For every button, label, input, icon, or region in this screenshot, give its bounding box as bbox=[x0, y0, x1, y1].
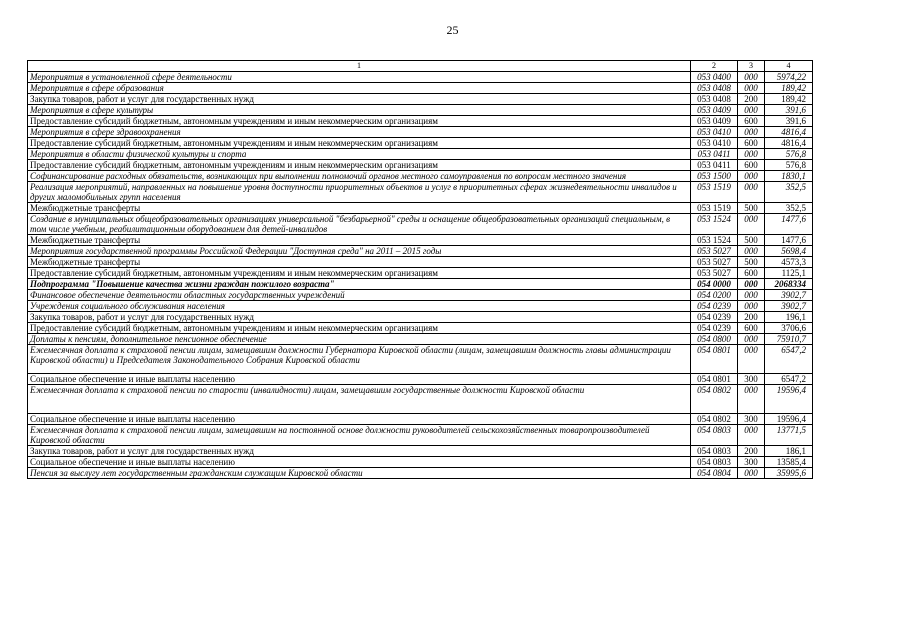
row-amount-cell: 352,5 bbox=[765, 182, 813, 203]
row-amount-cell: 196,1 bbox=[765, 312, 813, 323]
row-name-cell: Мероприятия в сфере культуры bbox=[28, 105, 691, 116]
row-kind-cell: 300 bbox=[738, 414, 765, 425]
row-code-cell: 054 0000 bbox=[691, 279, 738, 290]
row-kind-cell: 600 bbox=[738, 116, 765, 127]
row-amount-cell: 189,42 bbox=[765, 94, 813, 105]
row-code-cell: 053 5027 bbox=[691, 257, 738, 268]
table-row bbox=[28, 290, 813, 301]
row-amount-cell: 13771,5 bbox=[765, 425, 813, 446]
row-amount-cell: 189,42 bbox=[765, 83, 813, 94]
row-name-cell: Закупка товаров, работ и услуг для государственных нужд bbox=[28, 446, 691, 457]
row-code-cell: 053 0409 bbox=[691, 116, 738, 127]
row-amount-cell: 576,8 bbox=[765, 149, 813, 160]
row-kind-cell: 000 bbox=[738, 149, 765, 160]
row-kind-cell: 600 bbox=[738, 323, 765, 334]
table-row bbox=[28, 279, 813, 290]
row-amount-cell: 4573,3 bbox=[765, 257, 813, 268]
row-name-cell: Реализация мероприятий, направленных на повышение уровня доступности приоритетных объектов и услуг в приоритетных сферах жизнедеятельности инвалидов и других маломобильных групп населения bbox=[28, 182, 691, 203]
row-code-cell: 053 1524 bbox=[691, 235, 738, 246]
row-code-cell: 053 1519 bbox=[691, 182, 738, 203]
row-code-cell: 053 0410 bbox=[691, 138, 738, 149]
row-name-cell: Софинансирование расходных обязательств, возникающих при выполнении полномочий органов местного самоуправления по вопросам местного значения bbox=[28, 171, 691, 182]
row-kind-cell: 200 bbox=[738, 94, 765, 105]
row-code-cell: 054 0200 bbox=[691, 290, 738, 301]
row-kind-cell: 500 bbox=[738, 235, 765, 246]
table-row bbox=[28, 468, 813, 479]
row-kind-cell: 000 bbox=[738, 468, 765, 479]
row-code-cell: 053 5027 bbox=[691, 268, 738, 279]
row-name-cell: Мероприятия в сфере здравоохранения bbox=[28, 127, 691, 138]
row-kind-cell: 000 bbox=[738, 182, 765, 203]
row-code-cell: 053 0409 bbox=[691, 105, 738, 116]
row-kind-cell: 000 bbox=[738, 279, 765, 290]
row-kind-cell: 300 bbox=[738, 457, 765, 468]
row-name-cell: Межбюджетные трансферты bbox=[28, 235, 691, 246]
row-name-cell: Финансовое обеспечение деятельности областных государственных учреждений bbox=[28, 290, 691, 301]
row-name-cell: Мероприятия в сфере образования bbox=[28, 83, 691, 94]
row-amount-cell: 19596,4 bbox=[765, 385, 813, 414]
row-kind-cell: 500 bbox=[738, 257, 765, 268]
row-code-cell: 054 0801 bbox=[691, 374, 738, 385]
row-amount-cell: 6547,2 bbox=[765, 374, 813, 385]
row-code-cell: 053 0411 bbox=[691, 149, 738, 160]
table-row bbox=[28, 182, 813, 203]
row-kind-cell: 000 bbox=[738, 246, 765, 257]
table-row bbox=[28, 160, 813, 171]
row-name-cell: Предоставление субсидий бюджетным, автономным учреждениям и иным некоммерческим организациям bbox=[28, 116, 691, 127]
row-kind-cell: 000 bbox=[738, 425, 765, 446]
table-row bbox=[28, 374, 813, 385]
row-code-cell: 054 0239 bbox=[691, 323, 738, 334]
table-row bbox=[28, 301, 813, 312]
row-amount-cell: 2068334 bbox=[765, 279, 813, 290]
row-kind-cell: 000 bbox=[738, 171, 765, 182]
row-kind-cell: 000 bbox=[738, 105, 765, 116]
row-kind-cell: 000 bbox=[738, 214, 765, 235]
row-code-cell: 054 0802 bbox=[691, 414, 738, 425]
row-kind-cell: 200 bbox=[738, 446, 765, 457]
row-amount-cell: 3902,7 bbox=[765, 301, 813, 312]
row-code-cell: 054 0803 bbox=[691, 457, 738, 468]
row-name-cell: Социальное обеспечение и иные выплаты населению bbox=[28, 457, 691, 468]
row-amount-cell: 3902,7 bbox=[765, 290, 813, 301]
row-name-cell: Подпрограмма "Повышение качества жизни граждан пожилого возраста" bbox=[28, 279, 691, 290]
row-name-cell: Межбюджетные трансферты bbox=[28, 257, 691, 268]
row-code-cell: 053 0410 bbox=[691, 127, 738, 138]
row-code-cell: 053 1500 bbox=[691, 171, 738, 182]
row-kind-cell: 000 bbox=[738, 127, 765, 138]
row-amount-cell: 35995,6 bbox=[765, 468, 813, 479]
header-cell-code: 2 bbox=[691, 61, 738, 72]
row-kind-cell: 000 bbox=[738, 83, 765, 94]
row-code-cell: 053 1519 bbox=[691, 203, 738, 214]
row-amount-cell: 75910,7 bbox=[765, 334, 813, 345]
row-kind-cell: 000 bbox=[738, 301, 765, 312]
row-name-cell: Ежемесячная доплата к страховой пенсии по старости (инвалидности) лицам, замещавшим государственные должности Кировской области bbox=[28, 385, 691, 414]
row-code-cell: 054 0239 bbox=[691, 312, 738, 323]
row-name-cell: Социальное обеспечение и иные выплаты населению bbox=[28, 374, 691, 385]
row-kind-cell: 000 bbox=[738, 334, 765, 345]
row-amount-cell: 1125,1 bbox=[765, 268, 813, 279]
row-code-cell: 053 0408 bbox=[691, 94, 738, 105]
table-row bbox=[28, 257, 813, 268]
header-row bbox=[28, 61, 813, 72]
row-code-cell: 053 0408 bbox=[691, 83, 738, 94]
table-row bbox=[28, 116, 813, 127]
row-amount-cell: 1830,1 bbox=[765, 171, 813, 182]
row-amount-cell: 13585,4 bbox=[765, 457, 813, 468]
table-row bbox=[28, 446, 813, 457]
row-code-cell: 054 0804 bbox=[691, 468, 738, 479]
row-name-cell: Межбюджетные трансферты bbox=[28, 203, 691, 214]
row-name-cell: Доплаты к пенсиям, дополнительное пенсионное обеспечение bbox=[28, 334, 691, 345]
row-name-cell: Предоставление субсидий бюджетным, автономным учреждениям и иным некоммерческим организациям bbox=[28, 268, 691, 279]
row-name-cell: Ежемесячная доплата к страховой пенсии лицам, замещавшим на постоянной основе должности руководителей сельскохозяйственных товаропроизводителей Кировской области bbox=[28, 425, 691, 446]
row-name-cell: Создание в муниципальных общеобразовательных организациях универсальной "безбарьерной" среды и оснащение общеобразовательных организаций специальным, в том числе учебным, реабилитационным оборудованием для детей-инвалидов bbox=[28, 214, 691, 235]
table-row bbox=[28, 385, 813, 414]
table-row bbox=[28, 105, 813, 116]
row-name-cell: Учреждения социального обслуживания населения bbox=[28, 301, 691, 312]
row-kind-cell: 600 bbox=[738, 268, 765, 279]
table-row bbox=[28, 149, 813, 160]
row-kind-cell: 200 bbox=[738, 312, 765, 323]
row-kind-cell: 300 bbox=[738, 374, 765, 385]
row-amount-cell: 4816,4 bbox=[765, 127, 813, 138]
table-row bbox=[28, 457, 813, 468]
row-amount-cell: 186,1 bbox=[765, 446, 813, 457]
row-code-cell: 053 0400 bbox=[691, 72, 738, 83]
row-amount-cell: 391,6 bbox=[765, 105, 813, 116]
budget-table bbox=[27, 60, 813, 479]
row-name-cell: Пенсия за выслугу лет государственным гражданским служащим Кировской области bbox=[28, 468, 691, 479]
row-code-cell: 053 0411 bbox=[691, 160, 738, 171]
row-amount-cell: 1477,6 bbox=[765, 214, 813, 235]
row-kind-cell: 000 bbox=[738, 72, 765, 83]
page-number: 25 bbox=[446, 23, 459, 37]
row-amount-cell: 1477,6 bbox=[765, 235, 813, 246]
table-row bbox=[28, 203, 813, 214]
row-code-cell: 054 0803 bbox=[691, 425, 738, 446]
row-kind-cell: 000 bbox=[738, 345, 765, 374]
row-amount-cell: 19596,4 bbox=[765, 414, 813, 425]
table-row bbox=[28, 414, 813, 425]
row-kind-cell: 000 bbox=[738, 385, 765, 414]
row-code-cell: 053 1524 bbox=[691, 214, 738, 235]
row-code-cell: 054 0803 bbox=[691, 446, 738, 457]
row-kind-cell: 000 bbox=[738, 290, 765, 301]
row-name-cell: Мероприятия государственной программы Российской Федерации "Доступная среда" на 2011 – 2015 годы bbox=[28, 246, 691, 257]
table-row bbox=[28, 83, 813, 94]
row-amount-cell: 3706,6 bbox=[765, 323, 813, 334]
row-code-cell: 054 0239 bbox=[691, 301, 738, 312]
table-row bbox=[28, 72, 813, 83]
row-code-cell: 054 0802 bbox=[691, 385, 738, 414]
row-code-cell: 054 0800 bbox=[691, 334, 738, 345]
table-row bbox=[28, 171, 813, 182]
row-kind-cell: 600 bbox=[738, 160, 765, 171]
row-name-cell: Закупка товаров, работ и услуг для государственных нужд bbox=[28, 312, 691, 323]
row-name-cell: Закупка товаров, работ и услуг для государственных нужд bbox=[28, 94, 691, 105]
table-row bbox=[28, 127, 813, 138]
row-amount-cell: 4816,4 bbox=[765, 138, 813, 149]
row-name-cell: Ежемесячная доплата к страховой пенсии лицам, замещавшим должности Губернатора Кировской области (лицам, замещавшим должность главы администрации Кировской области) и Председателя Законодательного Собрания Кировской области bbox=[28, 345, 691, 374]
header-cell-kind: 3 bbox=[738, 61, 765, 72]
row-name-cell: Мероприятия в установленной сфере деятельности bbox=[28, 72, 691, 83]
table-row bbox=[28, 138, 813, 149]
row-amount-cell: 352,5 bbox=[765, 203, 813, 214]
row-amount-cell: 576,8 bbox=[765, 160, 813, 171]
row-amount-cell: 5698,4 bbox=[765, 246, 813, 257]
table-row bbox=[28, 246, 813, 257]
row-name-cell: Предоставление субсидий бюджетным, автономным учреждениям и иным некоммерческим организациям bbox=[28, 160, 691, 171]
row-name-cell: Предоставление субсидий бюджетным, автономным учреждениям и иным некоммерческим организациям bbox=[28, 323, 691, 334]
row-code-cell: 054 0801 bbox=[691, 345, 738, 374]
row-name-cell: Мероприятия в области физической культуры и спорта bbox=[28, 149, 691, 160]
table-row bbox=[28, 425, 813, 446]
header-cell-name: 1 bbox=[28, 61, 691, 72]
row-amount-cell: 5974,22 bbox=[765, 72, 813, 83]
row-code-cell: 053 5027 bbox=[691, 246, 738, 257]
table-row bbox=[28, 334, 813, 345]
row-name-cell: Предоставление субсидий бюджетным, автономным учреждениям и иным некоммерческим организациям bbox=[28, 138, 691, 149]
row-kind-cell: 500 bbox=[738, 203, 765, 214]
row-name-cell: Социальное обеспечение и иные выплаты населению bbox=[28, 414, 691, 425]
table-row bbox=[28, 94, 813, 105]
table-row bbox=[28, 214, 813, 235]
row-amount-cell: 6547,2 bbox=[765, 345, 813, 374]
table-row bbox=[28, 345, 813, 374]
table-row bbox=[28, 268, 813, 279]
row-amount-cell: 391,6 bbox=[765, 116, 813, 127]
row-kind-cell: 600 bbox=[738, 138, 765, 149]
header-cell-amount: 4 bbox=[765, 61, 813, 72]
table-row bbox=[28, 312, 813, 323]
table-row bbox=[28, 235, 813, 246]
table-row bbox=[28, 323, 813, 334]
